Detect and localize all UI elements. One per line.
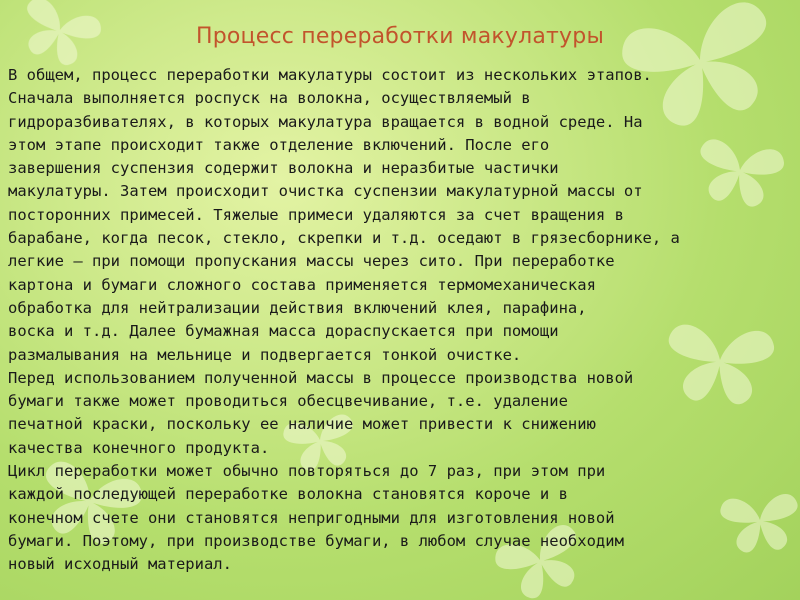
paragraph-deinking: Перед использованием полученной массы в процессе производства новой бумаги также может проводиться обесцвечивание, т.е. удаление печатной краски, поскольку ее наличие может привести к снижению качества конечного продукта. (8, 368, 634, 457)
paragraph-process-steps: В общем, процесс переработки макулатуры состоит из нескольких этапов. Сначала выполняется роспуск на волокна, осуществляемый в гидроразбивателях, в которых макулатура вращается в водной среде. На этом этапе происходит также отделение включений. После его завершения суспензия содержит волокна и неразбитые частички макулатуры. Затем происходит очистка суспензии макулатурной массы от посторонних примесей. Тяжелые примеси удаляются за счет вращения в барабане, когда песок, стекло, скрепки и т.д. оседают в грязесборнике, а легкие — при помощи пропускания массы через сито. При переработке картона и бумаги сложного состава применяется термомеханическая обработка для нейтрализации действия включений клея, парафина, воска и т.д. Далее бумажная масса дораспускается при помощи размалывания на мельнице и подвергается тонкой очистке. (8, 66, 680, 364)
paragraph-recycling-cycle: Цикл переработки может обычно повторяться до 7 раз, при этом при каждой последующей переработке волокна становятся короче и в конечном счете они становятся непригодными для изготовления новой бумаги. Поэтому, при производстве бумаги, в любом случае необходим новый исходный материал. (8, 462, 624, 574)
slide-title: Процесс переработки макулатуры (195, 24, 605, 49)
slide-body (8, 64, 794, 577)
